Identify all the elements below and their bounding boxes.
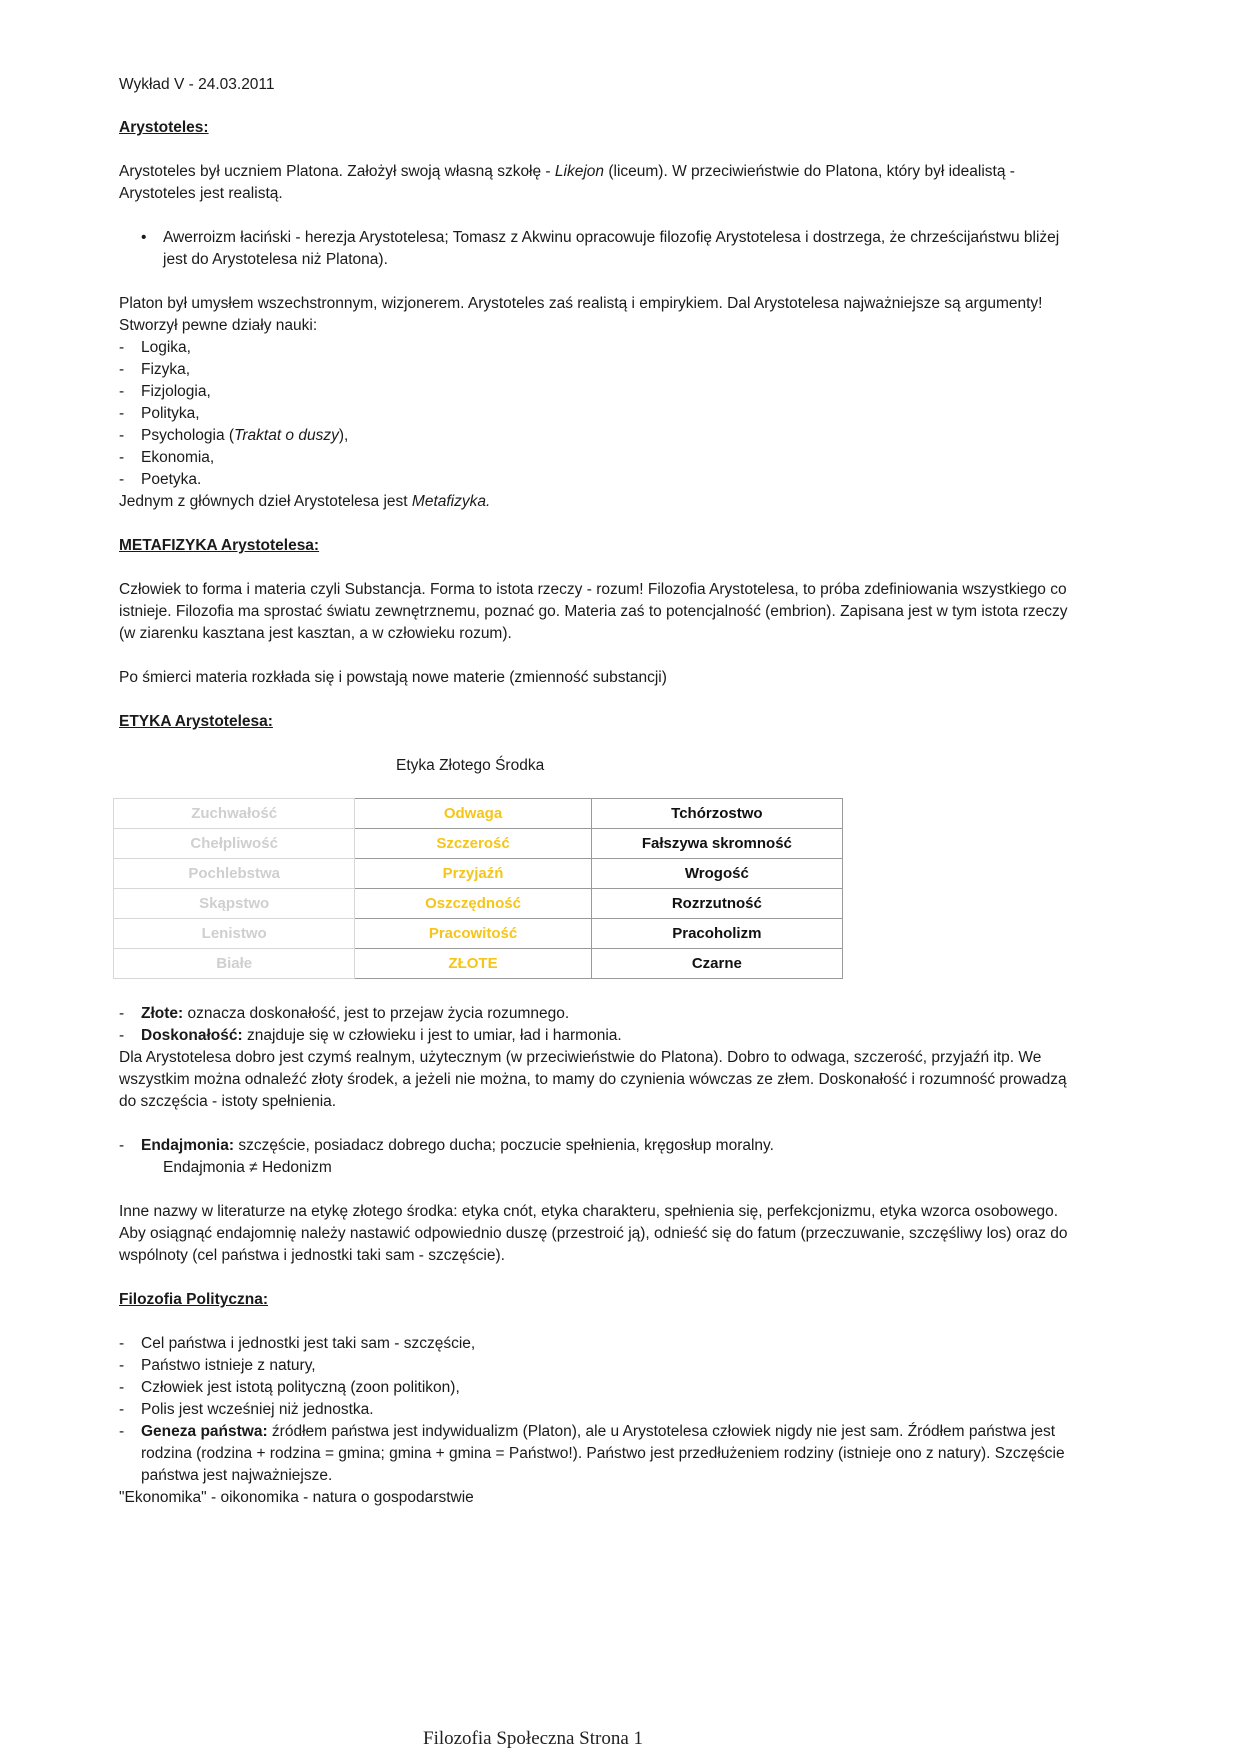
paragraph-ekonomika: "Ekonomika" - oikonomika - natura o gospodarstwie — [119, 1489, 474, 1506]
table-cell: Pochlebstwa — [114, 859, 355, 889]
bullet-item-awerroizm: • Awerroizm łaciński - herezja Arystotelesa; Tomasz z Akwinu opracowuje filozofię Arystotelesa i dostrzega, że chrześcijaństwu bliżej jest do Arystotelesa niż Platona). — [163, 227, 1079, 271]
table-cell: Lenistwo — [114, 919, 355, 949]
table-cell: Chełpliwość — [114, 829, 355, 859]
table-cell: Skąpstwo — [114, 889, 355, 919]
politics-list — [119, 1333, 1079, 1421]
section-title-metafizyka: METAFIZYKA Arystotelesa: — [119, 537, 320, 554]
table-cell: Czarne — [591, 949, 842, 979]
table-row — [114, 919, 843, 949]
list-item: - Geneza państwa: źródłem państwa jest indywidualizm (Platon), ale u Arystotelesa człowiek nigdy nie jest sam. Źródłem państwa jest rodzina (rodzina + rodzina = gmina; gmina + gmina = Państwo!). Państwo jest przedłużeniem rodziny (istnieje ono z natury). Szczęście państwa jest najważniejsze. — [119, 1421, 1079, 1487]
table-cell: Przyjaźń — [355, 859, 591, 889]
table-cell: Zuchwałość — [114, 799, 355, 829]
paragraph-dobro: Dla Arystotelesa dobro jest czymś realnym, użytecznym (w przeciwieństwie do Platona). Dobro to odwaga, szczerość, przyjaźń itp. We wszystkim można odnaleźć złoty środek, a jeżeli nie można, to mamy do czynienia wówczas ze złem. Doskonałość i rozumność prowadzą do szczęścia - istoty spełnienia. — [119, 1049, 1067, 1110]
list-item: - Państwo istnieje z natury, — [119, 1355, 1079, 1377]
table-cell: ZŁOTE — [355, 949, 591, 979]
sciences-list — [119, 337, 1079, 491]
table-cell: Białe — [114, 949, 355, 979]
table-cell: Odwaga — [355, 799, 591, 829]
table-cell: Pracoholizm — [591, 919, 842, 949]
list-item: - Psychologia (Traktat o duszy), — [119, 425, 1079, 447]
table-cell: Fałszywa skromność — [591, 829, 842, 859]
table-cell: Pracowitość — [355, 919, 591, 949]
table-row — [114, 799, 843, 829]
list-item: - Poetyka. — [119, 469, 1079, 491]
table-title: Etyka Złotego Środka — [396, 757, 545, 774]
list-item: - Fizyka, — [119, 359, 1079, 381]
table-cell: Oszczędność — [355, 889, 591, 919]
table-row — [114, 889, 843, 919]
list-item: - Endajmonia: szczęście, posiadacz dobrego ducha; poczucie spełnienia, kręgosłup moralny. — [119, 1135, 1079, 1157]
list-item: - Człowiek jest istotą polityczną (zoon politikon), — [119, 1377, 1079, 1399]
paragraph-metafizyka: Jednym z głównych dzieł Arystotelesa jest Metafizyka. — [119, 493, 491, 510]
definitions-list — [119, 1003, 1079, 1047]
paragraph-smierc: Po śmierci materia rozkłada się i powstają nowe materie (zmienność substancji) — [119, 669, 667, 686]
paragraph-inne-nazwy: Inne nazwy w literaturze na etykę złotego środka: etyka cnót, etyka charakteru, spełnienia się, perfekcjonizmu, etyka wzorca osobowego. Aby osiągnąć endajomnię należy nastawić odpowiednio duszę (przestroić ją), odnieść się do fatum (przeczuwanie, szczęśliwy los) oraz do wspólnoty (cel państwa i jednostki taki sam - szczęście). — [119, 1203, 1068, 1264]
list-item: - Logika, — [119, 337, 1079, 359]
endajmonia-list — [119, 1135, 1079, 1157]
list-item: - Ekonomia, — [119, 447, 1079, 469]
table-cell: Rozrzutność — [591, 889, 842, 919]
list-item: - Polis jest wcześniej niż jednostka. — [119, 1399, 1079, 1421]
section-title-arystoteles: Arystoteles: — [119, 119, 209, 136]
bullet-list — [119, 227, 1079, 271]
list-item: - Złote: oznacza doskonałość, jest to przejaw życia rozumnego. — [119, 1003, 1079, 1025]
geneza-list — [119, 1421, 1079, 1487]
table-row — [114, 829, 843, 859]
section-title-filozofia-polityczna: Filozofia Polityczna: — [119, 1291, 268, 1308]
paragraph-platon: Platon był umysłem wszechstronnym, wizjonerem. Arystoteles zaś realistą i empirykiem. Dal Arystotelesa najważniejsze są argumenty! Stworzył pewne działy nauki: — [119, 295, 1043, 334]
section-title-etyka: ETYKA Arystotelesa: — [119, 713, 273, 730]
paragraph-forma: Człowiek to forma i materia czyli Substancja. Forma to istota rzeczy - rozum! Filozofia Arystotelesa, to próba zdefiniowania wszystkiego co istnieje. Filozofia ma sprostać światu zewnętrznemu, poznać go. Materia zaś to potencjalność (embrion). Zapisana jest w tym istota rzeczy (w ziarenku kasztana jest kasztan, a w człowieku rozum). — [119, 581, 1068, 642]
table-cell: Tchórzostwo — [591, 799, 842, 829]
endajmonia-hedonizm: Endajmonia ≠ Hedonizm — [163, 1159, 332, 1176]
page-footer: Filozofia Społeczna Strona 1 — [423, 1728, 644, 1749]
paragraph-intro: Arystoteles był uczniem Platona. Założył swoją własną szkołę - Likejon (liceum). W przeciwieństwie do Platona, który był idealistą - Arystoteles jest realistą. — [119, 163, 1015, 202]
list-item: - Cel państwa i jednostki jest taki sam - szczęście, — [119, 1333, 1079, 1355]
list-item: - Polityka, — [119, 403, 1079, 425]
golden-mean-table — [113, 798, 843, 979]
lecture-header: Wykład V - 24.03.2011 — [119, 76, 275, 93]
table-row — [114, 949, 843, 979]
table-cell: Szczerość — [355, 829, 591, 859]
table-row — [114, 859, 843, 889]
list-item: - Doskonałość: znajduje się w człowieku i jest to umiar, ład i harmonia. — [119, 1025, 1079, 1047]
document-page — [119, 74, 1079, 1509]
table-cell: Wrogość — [591, 859, 842, 889]
list-item: - Fizjologia, — [119, 381, 1079, 403]
